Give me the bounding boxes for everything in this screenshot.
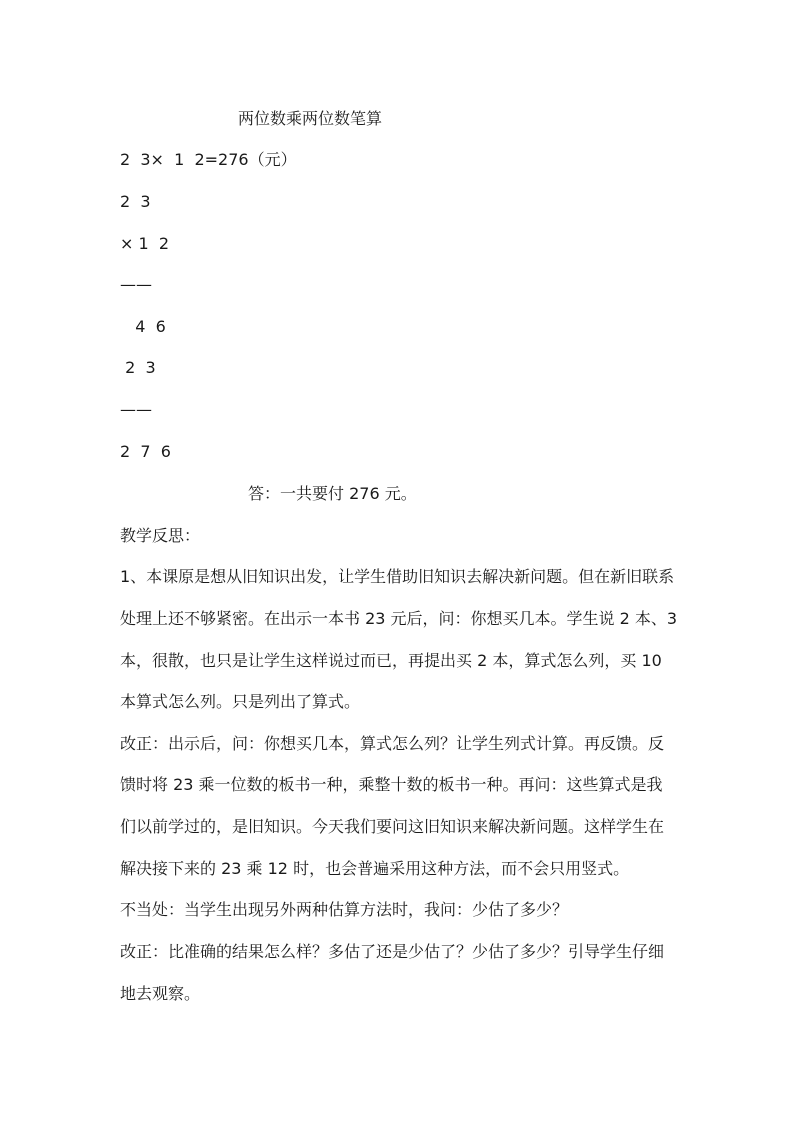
- paragraph-2-line-4: 解决接下来的 23 乘 12 时，也会普遍采用这种方法，而不会只用竖式。: [120, 859, 630, 878]
- vertical-partial-product-1: 4 6: [120, 317, 166, 336]
- vertical-partial-product-2: 2 3: [120, 358, 156, 377]
- paragraph-4-line-2: 地去观察。: [120, 984, 201, 1003]
- vertical-multiplicand: 2 3: [120, 192, 151, 211]
- paragraph-1-line-3: 本，很散，也只是让学生这样说过而已，再提出买 2 本，算式怎么列，买 10: [120, 651, 662, 670]
- vertical-rule-2: ——: [120, 400, 152, 419]
- page-title: 两位数乘两位数笔算: [238, 109, 383, 128]
- paragraph-2-line-3: 们以前学过的，是旧知识。今天我们要问这旧知识来解决新问题。这样学生在: [120, 817, 665, 836]
- paragraph-4-line-1: 改正：比准确的结果怎么样？多估了还是少估了？少估了多少？引导学生仔细: [120, 942, 665, 961]
- paragraph-3: 不当处：当学生出现另外两种估算方法时，我问：少估了多少？: [120, 900, 569, 919]
- paragraph-1-line-4: 本算式怎么列。只是列出了算式。: [120, 692, 361, 711]
- answer-line: 答：一共要付 276 元。: [248, 484, 417, 503]
- vertical-multiplier: × 1 2: [120, 234, 170, 253]
- vertical-rule-1: ——: [120, 275, 152, 294]
- vertical-result: 2 7 6: [120, 442, 171, 461]
- paragraph-1-line-1: 1、本课原是想从旧知识出发，让学生借助旧知识去解决新问题。但在新旧联系: [120, 567, 675, 586]
- reflection-heading: 教学反思：: [120, 526, 201, 545]
- equation-line: 2 3× 1 2=276（元）: [120, 150, 297, 169]
- paragraph-2-line-2: 馈时将 23 乘一位数的板书一种，乘整十数的板书一种。再问：这些算式是我: [120, 775, 663, 794]
- paragraph-2-line-1: 改正：出示后，问：你想买几本，算式怎么列？让学生列式计算。再反馈。反: [120, 734, 665, 753]
- paragraph-1-line-2: 处理上还不够紧密。在出示一本书 23 元后，问：你想买几本。学生说 2 本、3: [120, 609, 678, 628]
